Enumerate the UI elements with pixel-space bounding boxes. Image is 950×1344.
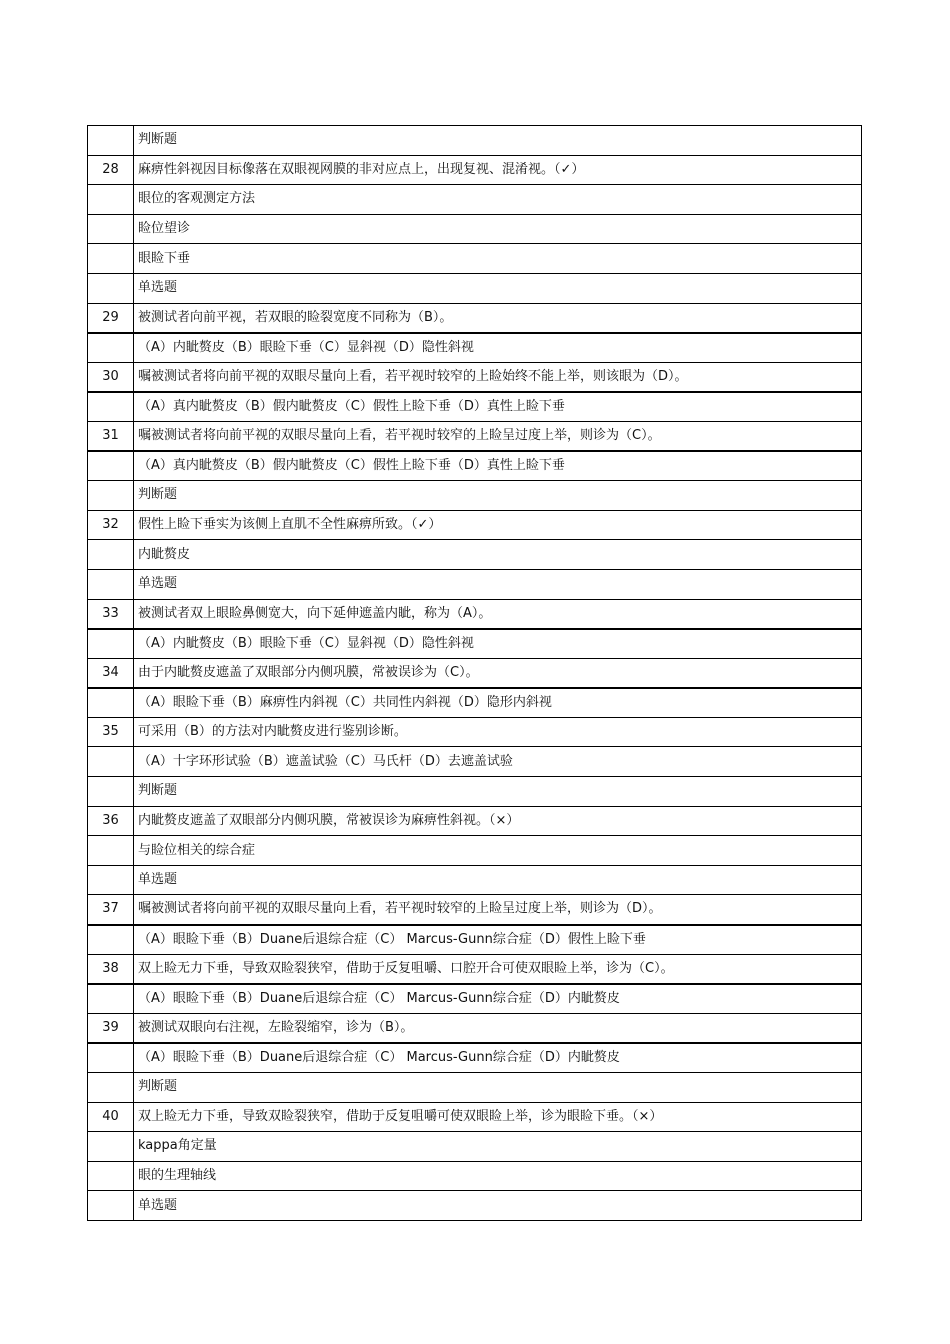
row-text: 单选题: [134, 273, 862, 303]
row-text: 判断题: [134, 126, 862, 156]
table-row: [88, 510, 862, 540]
row-text: 嘱被测试者将向前平视的双眼尽量向上看，若平视时较窄的上睑呈过度上举，则诊为（D）。: [134, 895, 862, 925]
row-text: 睑位望诊: [134, 214, 862, 244]
table-row: [88, 629, 862, 659]
question-number: 29: [88, 303, 134, 333]
question-number: [88, 865, 134, 895]
table-row: [88, 303, 862, 333]
table-row: [88, 155, 862, 185]
row-text: （A）内眦赘皮（B）眼睑下垂（C）显斜视（D）隐性斜视: [134, 629, 862, 659]
question-number: 38: [88, 954, 134, 984]
row-text: （A）眼睑下垂（B）Duane后退综合症（C） Marcus-Gunn综合症（D）假性上睑下垂: [134, 925, 862, 955]
question-number: [88, 777, 134, 807]
question-number: 28: [88, 155, 134, 185]
question-number: 30: [88, 362, 134, 392]
table-row: [88, 1073, 862, 1103]
question-number: [88, 273, 134, 303]
question-number: [88, 481, 134, 511]
question-number: 31: [88, 421, 134, 451]
question-number: [88, 1191, 134, 1221]
table-row: [88, 747, 862, 777]
question-number: [88, 540, 134, 570]
question-number: [88, 1161, 134, 1191]
table-row: [88, 836, 862, 866]
table-row: [88, 540, 862, 570]
table-body: [88, 126, 862, 1221]
question-number: [88, 836, 134, 866]
table-row: [88, 895, 862, 925]
row-text: （A）眼睑下垂（B）麻痹性内斜视（C）共同性内斜视（D）隐形内斜视: [134, 688, 862, 718]
question-number: [88, 629, 134, 659]
table-row: [88, 1191, 862, 1221]
question-number: [88, 688, 134, 718]
table-row: [88, 1102, 862, 1132]
table-row: [88, 185, 862, 215]
row-text: 被测试双眼向右注视，左睑裂缩窄，诊为（B）。: [134, 1013, 862, 1043]
row-text: （A）内眦赘皮（B）眼睑下垂（C）显斜视（D）隐性斜视: [134, 333, 862, 363]
question-table: [87, 125, 862, 1221]
question-number: [88, 333, 134, 363]
question-number: [88, 1073, 134, 1103]
table-row: [88, 954, 862, 984]
table-row: [88, 806, 862, 836]
table-row: [88, 1013, 862, 1043]
row-text: （A）真内眦赘皮（B）假内眦赘皮（C）假性上睑下垂（D）真性上睑下垂: [134, 451, 862, 481]
table-row: [88, 777, 862, 807]
row-text: 眼位的客观测定方法: [134, 185, 862, 215]
row-text: 假性上睑下垂实为该侧上直肌不全性麻痹所致。（✓）: [134, 510, 862, 540]
table-row: [88, 273, 862, 303]
table-row: [88, 688, 862, 718]
question-number: [88, 569, 134, 599]
question-number: [88, 925, 134, 955]
table-row: [88, 984, 862, 1014]
table-row: [88, 362, 862, 392]
table-row: [88, 1132, 862, 1162]
question-number: 34: [88, 658, 134, 688]
table-row: [88, 451, 862, 481]
row-text: 判断题: [134, 1073, 862, 1103]
row-text: 眼的生理轴线: [134, 1161, 862, 1191]
row-text: 内眦赘皮遮盖了双眼部分内侧巩膜，常被误诊为麻痹性斜视。（×）: [134, 806, 862, 836]
row-text: 双上睑无力下垂，导致双睑裂狭窄，借助于反复咀嚼、口腔开合可使双眼睑上举，诊为（C）。: [134, 954, 862, 984]
table-row: [88, 392, 862, 422]
question-number: [88, 392, 134, 422]
row-text: kappa角定量: [134, 1132, 862, 1162]
question-number: [88, 451, 134, 481]
row-text: 判断题: [134, 481, 862, 511]
table-row: [88, 717, 862, 747]
question-number: [88, 747, 134, 777]
question-number: 40: [88, 1102, 134, 1132]
row-text: 与睑位相关的综合症: [134, 836, 862, 866]
row-text: （A）眼睑下垂（B）Duane后退综合症（C） Marcus-Gunn综合症（D）内眦赘皮: [134, 1043, 862, 1073]
row-text: 单选题: [134, 569, 862, 599]
table-row: [88, 569, 862, 599]
question-number: [88, 126, 134, 156]
row-text: 单选题: [134, 1191, 862, 1221]
question-number: 39: [88, 1013, 134, 1043]
table-row: [88, 599, 862, 629]
row-text: （A）眼睑下垂（B）Duane后退综合症（C） Marcus-Gunn综合症（D）内眦赘皮: [134, 984, 862, 1014]
table-row: [88, 481, 862, 511]
table-row: [88, 865, 862, 895]
question-number: [88, 244, 134, 274]
question-number: 33: [88, 599, 134, 629]
row-text: （A）真内眦赘皮（B）假内眦赘皮（C）假性上睑下垂（D）真性上睑下垂: [134, 392, 862, 422]
table-row: [88, 658, 862, 688]
question-number: [88, 1043, 134, 1073]
question-number: [88, 1132, 134, 1162]
question-number: 32: [88, 510, 134, 540]
row-text: 眼睑下垂: [134, 244, 862, 274]
row-text: 被测试者双上眼睑鼻侧宽大，向下延伸遮盖内眦，称为（A）。: [134, 599, 862, 629]
table-row: [88, 421, 862, 451]
row-text: 内眦赘皮: [134, 540, 862, 570]
row-text: 嘱被测试者将向前平视的双眼尽量向上看，若平视时较窄的上睑始终不能上举，则该眼为（D）。: [134, 362, 862, 392]
row-text: 单选题: [134, 865, 862, 895]
question-number: 37: [88, 895, 134, 925]
row-text: 判断题: [134, 777, 862, 807]
table-row: [88, 126, 862, 156]
row-text: 被测试者向前平视，若双眼的睑裂宽度不同称为（B）。: [134, 303, 862, 333]
table-row: [88, 925, 862, 955]
row-text: 由于内眦赘皮遮盖了双眼部分内侧巩膜，常被误诊为（C）。: [134, 658, 862, 688]
row-text: 嘱被测试者将向前平视的双眼尽量向上看，若平视时较窄的上睑呈过度上举，则诊为（C）。: [134, 421, 862, 451]
table-row: [88, 1161, 862, 1191]
table-row: [88, 1043, 862, 1073]
row-text: 麻痹性斜视因目标像落在双眼视网膜的非对应点上，出现复视、混淆视。（✓）: [134, 155, 862, 185]
table-row: [88, 214, 862, 244]
table-row: [88, 244, 862, 274]
row-text: 可采用（B）的方法对内眦赘皮进行鉴别诊断。: [134, 717, 862, 747]
question-number: [88, 984, 134, 1014]
question-number: [88, 214, 134, 244]
question-number: 35: [88, 717, 134, 747]
row-text: （A）十字环形试验（B）遮盖试验（C）马氏杆（D）去遮盖试验: [134, 747, 862, 777]
table-row: [88, 333, 862, 363]
row-text: 双上睑无力下垂，导致双睑裂狭窄，借助于反复咀嚼可使双眼睑上举，诊为眼睑下垂。（×）: [134, 1102, 862, 1132]
question-number: 36: [88, 806, 134, 836]
question-number: [88, 185, 134, 215]
